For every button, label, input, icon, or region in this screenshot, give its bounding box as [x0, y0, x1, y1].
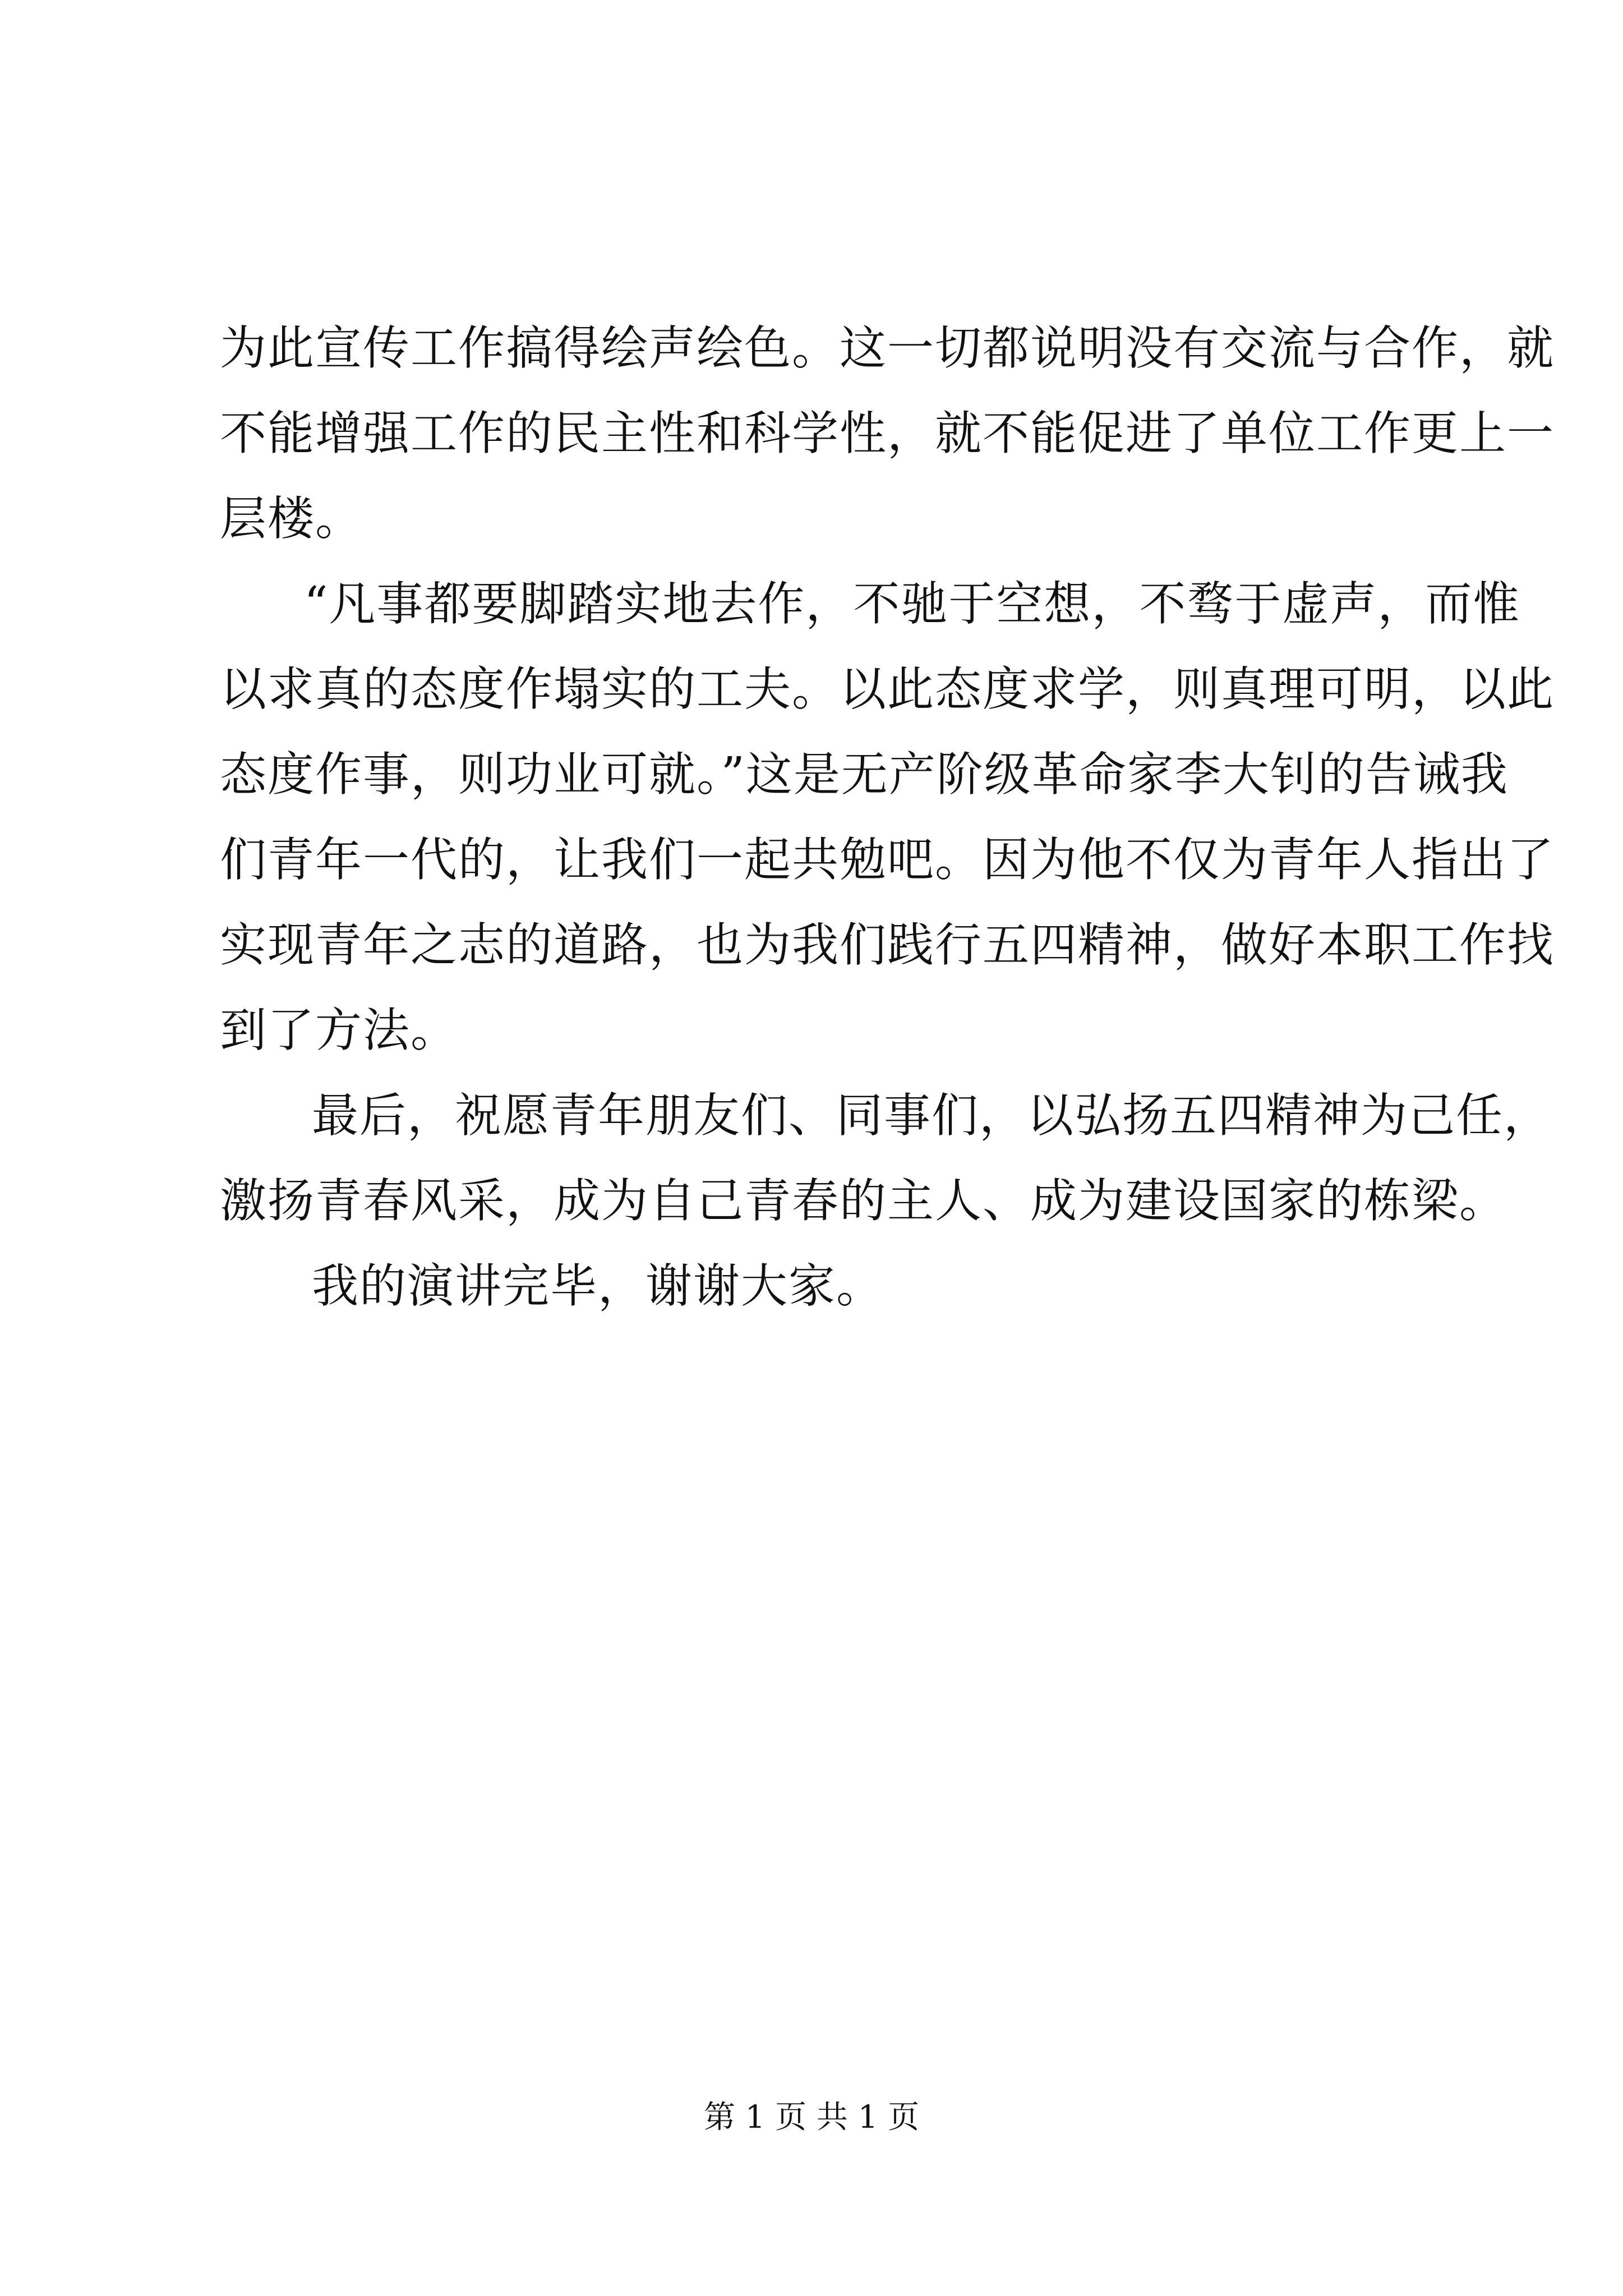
- text-line: 激扬青春风采，成为自己青春的主人、成为建设国家的栋梁。: [220, 1174, 1507, 1228]
- text-line: 我的演讲完毕，谢谢大家。: [312, 1259, 884, 1313]
- text-line: 到了方法。: [220, 1003, 458, 1057]
- text-line: 为此宣传工作搞得绘声绘色。这一切都说明没有交流与合作，就: [220, 321, 1555, 375]
- text-line: “凡事都要脚踏实地去作，不驰于空想，不骛于虚声，而惟: [304, 577, 1521, 631]
- text-line: 们青年一代的，让我们一起共勉吧。因为他不仅为青年人指出了: [220, 832, 1555, 887]
- text-line: 不能增强工作的民主性和科学性，就不能促进了单位工作更上一: [220, 406, 1555, 461]
- text-line: 以求真的态度作塌实的工夫。以此态度求学，则真理可明，以此: [220, 662, 1555, 716]
- page-number-footer: 第 1 页 共 1 页: [703, 2099, 920, 2136]
- text-line: 最后，祝愿青年朋友们、同事们，以弘扬五四精神为己任，: [312, 1088, 1551, 1143]
- text-line: 实现青年之志的道路，也为我们践行五四精神，做好本职工作找: [220, 918, 1555, 972]
- text-line: 层楼。: [220, 491, 363, 546]
- document-body: [220, 306, 1555, 1329]
- text-line: 态度作事，则功业可就。”这是无产阶级革命家李大钊的告诫我: [220, 747, 1509, 802]
